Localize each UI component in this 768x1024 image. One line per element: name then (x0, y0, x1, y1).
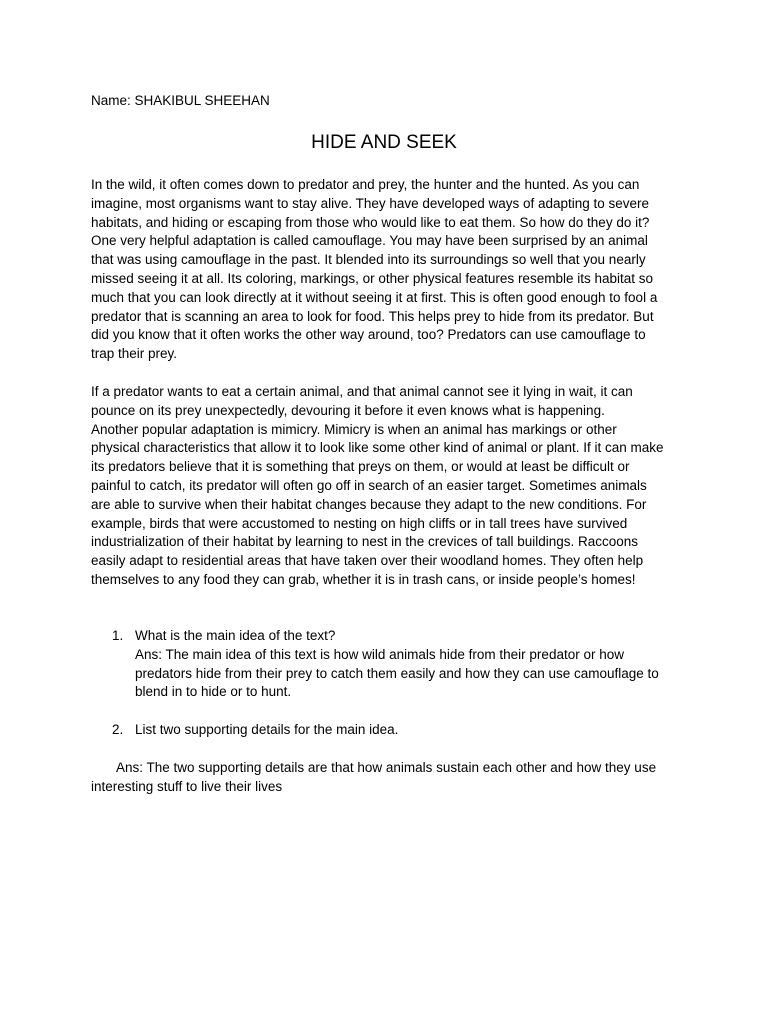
text-line: predator that is scanning an area to look for food. This helps prey to hide from its predator. But (91, 308, 654, 324)
text-line: trap their prey. (91, 346, 178, 362)
text-line: habitats, and hiding or escaping from those who would like to eat them. So how do they do it? (91, 214, 650, 230)
paragraph-1 (91, 176, 657, 364)
question-number: 2. (112, 722, 124, 737)
answer-line: predators hide from their prey to catch them easily and how they can use camouflage to (135, 665, 659, 681)
student-name: Name: SHAKIBUL SHEEHAN (91, 93, 270, 108)
text-line: missed seeing it at all. Its coloring, markings, or other physical features resemble its habitat so (91, 270, 654, 286)
question-text: What is the main idea of the text? (135, 628, 336, 643)
document-title: HIDE AND SEEK (311, 132, 457, 153)
question-text: List two supporting details for the main idea. (135, 722, 399, 737)
text-line: industrialization of their habitat by learning to nest in the crevices of tall buildings. Raccoons (91, 534, 639, 550)
answer-line: blend in to hide or to hunt. (135, 684, 292, 700)
text-line: themselves to any food they can grab, whether it is in trash cans, or inside people’s homes! (91, 571, 636, 587)
text-line: easily adapt to residential areas that have taken over their woodland homes. They often help (91, 553, 644, 569)
text-line: much that you can look directly at it without seeing it at first. This is often good enough to fool a (91, 289, 658, 305)
text-line: If a predator wants to eat a certain animal, and that animal cannot see it lying in wait, it can (91, 384, 633, 399)
text-line: are able to survive when their habitat changes because they adapt to the new conditions. For (91, 496, 647, 512)
text-line: painful to catch, its predator will often go off in search of an easier target. Sometimes animals (91, 477, 647, 493)
answer-2 (91, 759, 656, 797)
text-line: One very helpful adaptation is called camouflage. You may have been surprised by an animal (91, 233, 648, 249)
text-line: its predators believe that it is something that preys on them, or would at least be difficult or (91, 459, 630, 475)
paragraph-2 (91, 383, 664, 590)
text-line: that was using camouflage in the past. It blended into its surroundings so well that you nearly (91, 252, 646, 268)
text-line: physical characteristics that allow it to look like some other kind of animal or plant. If it can make (91, 440, 664, 456)
text-line: pounce on its prey unexpectedly, devouring it before it even knows what is happening. (91, 402, 605, 418)
text-line: In the wild, it often comes down to predator and prey, the hunter and the hunted. As you can (91, 177, 640, 192)
question-body (135, 627, 659, 702)
answer-line: interesting stuff to live their lives (91, 778, 283, 794)
answer-line: Ans: The two supporting details are that how animals sustain each other and how they use (116, 760, 657, 775)
question-number: 1. (112, 628, 124, 643)
text-line: imagine, most organisms want to stay alive. They have developed ways of adapting to severe (91, 195, 650, 211)
question-body (135, 721, 398, 740)
text-line: did you know that it often works the other way around, too? Predators can use camouflage to (91, 327, 646, 343)
text-line: Another popular adaptation is mimicry. Mimicry is when an animal has markings or other (91, 421, 617, 437)
answer-line: Ans: The main idea of this text is how wild animals hide from their predator or how (135, 646, 624, 662)
text-line: example, birds that were accustomed to nesting on high cliffs or in tall trees have survived (91, 515, 628, 531)
